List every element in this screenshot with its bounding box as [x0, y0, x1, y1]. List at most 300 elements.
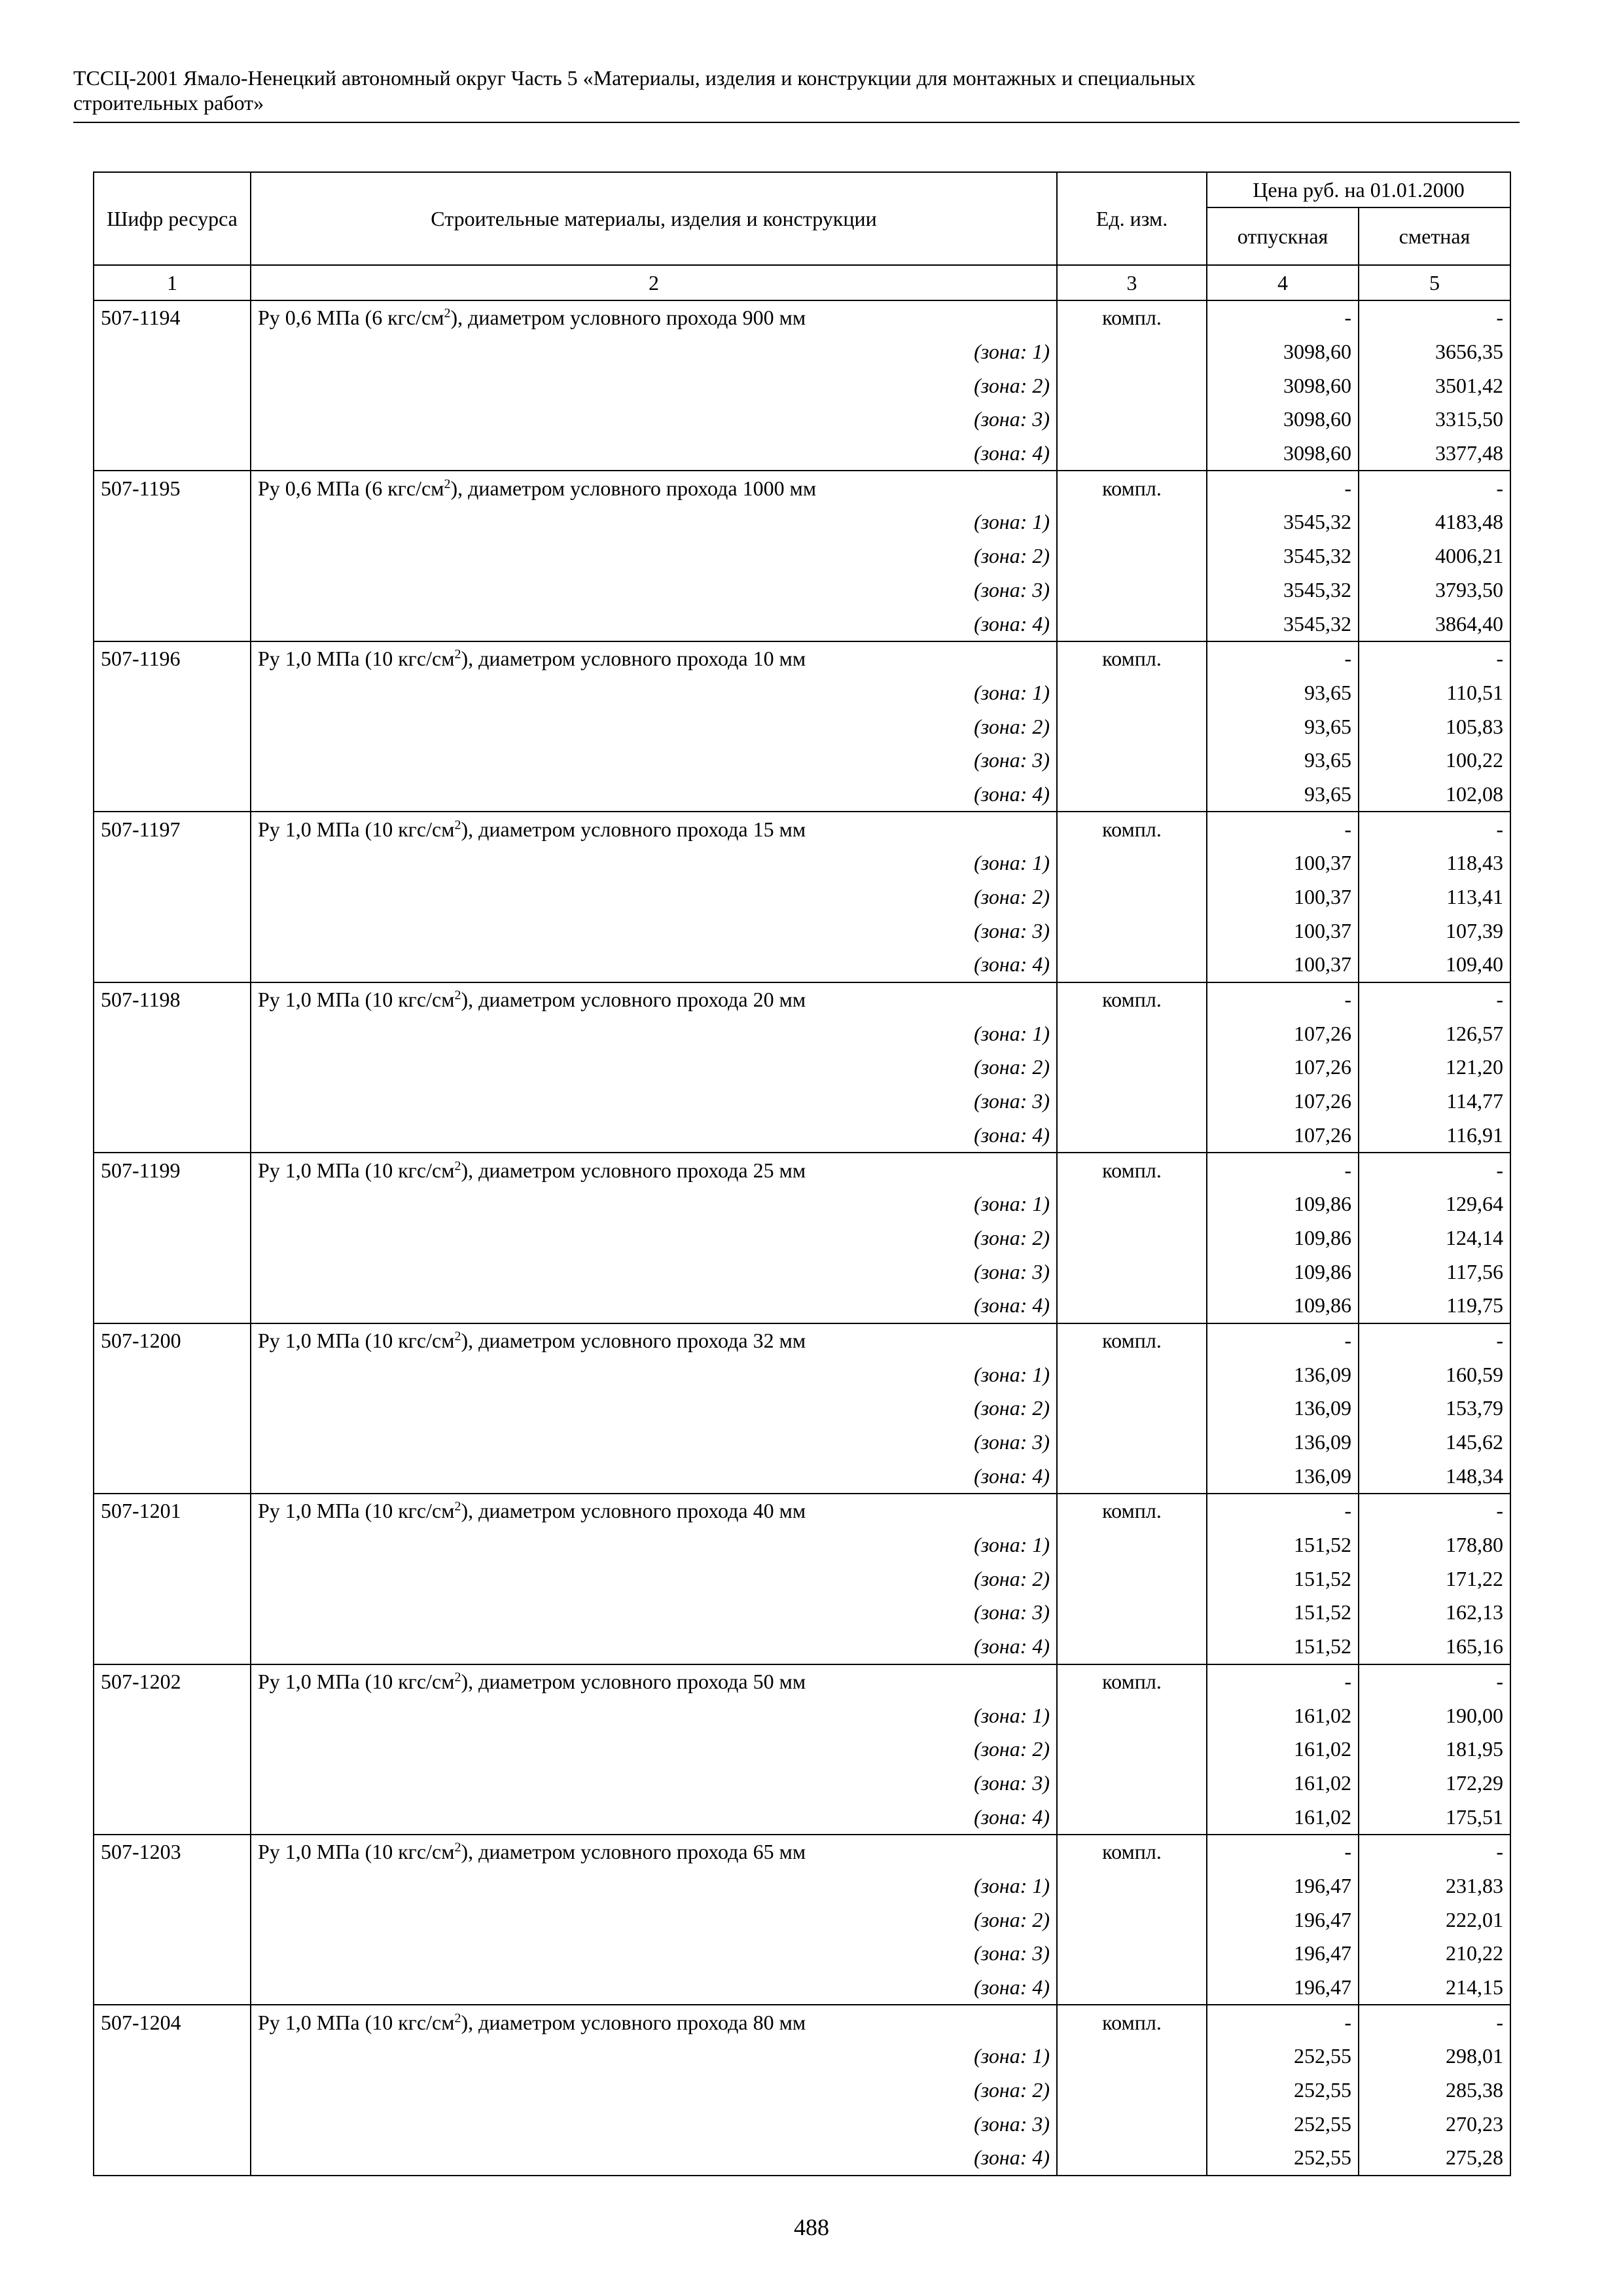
zone-row	[94, 948, 1510, 982]
release-price: 161,02	[1207, 1767, 1359, 1801]
table-row	[94, 1835, 1510, 1869]
zone-label: (зона: 4)	[251, 1459, 1057, 1494]
estimate-price: -	[1359, 641, 1510, 676]
release-price: 196,47	[1207, 1869, 1359, 1903]
empty-cell	[94, 1016, 251, 1050]
zone-row	[94, 573, 1510, 607]
empty-cell	[94, 1971, 251, 2005]
release-price: 3545,32	[1207, 573, 1359, 607]
empty-cell	[94, 1528, 251, 1562]
resource-code: 507-1204	[94, 2005, 251, 2039]
estimate-price: 175,51	[1359, 1800, 1510, 1835]
estimate-price: 110,51	[1359, 676, 1510, 710]
empty-cell	[1057, 709, 1207, 744]
zone-row	[94, 2073, 1510, 2108]
release-price: 136,09	[1207, 1426, 1359, 1460]
estimate-price: -	[1359, 1153, 1510, 1187]
estimate-price: 214,15	[1359, 1971, 1510, 2005]
zone-label: (зона: 3)	[251, 1426, 1057, 1460]
estimate-price: 109,40	[1359, 948, 1510, 982]
zone-row	[94, 1562, 1510, 1596]
zone-label: (зона: 3)	[251, 744, 1057, 778]
zone-label: (зона: 1)	[251, 1187, 1057, 1221]
resource-code: 507-1196	[94, 641, 251, 676]
empty-cell	[94, 1732, 251, 1767]
release-price: 136,09	[1207, 1459, 1359, 1494]
resource-name	[251, 1494, 1057, 1528]
zone-row	[94, 914, 1510, 948]
estimate-price: 102,08	[1359, 778, 1510, 812]
zone-row	[94, 1937, 1510, 1971]
unit-of-measure: компл.	[1057, 812, 1207, 846]
zone-label: (зона: 2)	[251, 2073, 1057, 2108]
release-price: 100,37	[1207, 880, 1359, 914]
empty-cell	[94, 948, 251, 982]
estimate-price: 145,62	[1359, 1426, 1510, 1460]
empty-cell	[1057, 1085, 1207, 1119]
empty-cell	[94, 335, 251, 369]
zone-row	[94, 880, 1510, 914]
resource-code: 507-1202	[94, 1664, 251, 1699]
release-price: 107,26	[1207, 1119, 1359, 1153]
empty-cell	[94, 607, 251, 641]
zone-label: (зона: 1)	[251, 1869, 1057, 1903]
release-price: -	[1207, 1153, 1359, 1187]
empty-cell	[1057, 1187, 1207, 1221]
empty-cell	[1057, 1289, 1207, 1323]
zone-row	[94, 1596, 1510, 1630]
empty-cell	[1057, 744, 1207, 778]
estimate-price: -	[1359, 300, 1510, 335]
zone-row	[94, 778, 1510, 812]
release-price: 136,09	[1207, 1357, 1359, 1391]
estimate-price: 298,01	[1359, 2039, 1510, 2073]
zone-label: (зона: 3)	[251, 1767, 1057, 1801]
zone-label: (зона: 2)	[251, 1562, 1057, 1596]
empty-cell	[94, 1767, 251, 1801]
unit-superscript: 2	[444, 476, 451, 492]
resource-name-text: ), диаметром условного прохода 20 мм	[461, 988, 806, 1012]
resource-code: 507-1195	[94, 471, 251, 505]
zone-row	[94, 1971, 1510, 2005]
unit-superscript: 2	[444, 306, 451, 321]
release-price: 3098,60	[1207, 403, 1359, 437]
estimate-price: 275,28	[1359, 2141, 1510, 2176]
estimate-price: 181,95	[1359, 1732, 1510, 1767]
empty-cell	[1057, 1630, 1207, 1664]
zone-row	[94, 1698, 1510, 1732]
zone-label: (зона: 2)	[251, 539, 1057, 573]
release-price: -	[1207, 300, 1359, 335]
empty-cell	[1057, 368, 1207, 403]
zone-row	[94, 1630, 1510, 1664]
unit-of-measure: компл.	[1057, 982, 1207, 1017]
empty-cell	[1057, 1255, 1207, 1289]
resource-name-text: Ру 1,0 МПа (10 кгс/см	[258, 1669, 455, 1693]
resource-name-text: ), диаметром условного прохода 1000 мм	[450, 476, 817, 500]
resource-code: 507-1201	[94, 1494, 251, 1528]
zone-label: (зона: 2)	[251, 368, 1057, 403]
empty-cell	[94, 676, 251, 710]
zone-label: (зона: 4)	[251, 2141, 1057, 2176]
zone-row	[94, 1528, 1510, 1562]
resource-name-text: Ру 1,0 МПа (10 кгс/см	[258, 1840, 455, 1864]
estimate-price: 3656,35	[1359, 335, 1510, 369]
empty-cell	[1057, 1869, 1207, 1903]
empty-cell	[94, 1221, 251, 1255]
estimate-price: 129,64	[1359, 1187, 1510, 1221]
zone-label: (зона: 4)	[251, 1971, 1057, 2005]
estimate-price: -	[1359, 471, 1510, 505]
empty-cell	[1057, 1903, 1207, 1937]
zone-label: (зона: 4)	[251, 607, 1057, 641]
header-name: Строительные материалы, изделия и конструкции	[251, 172, 1057, 265]
header-line-2: строительных работ»	[73, 91, 264, 115]
estimate-price: 3377,48	[1359, 437, 1510, 471]
zone-label: (зона: 3)	[251, 914, 1057, 948]
estimate-price: 172,29	[1359, 1767, 1510, 1801]
zone-label: (зона: 3)	[251, 1596, 1057, 1630]
estimate-price: 113,41	[1359, 880, 1510, 914]
empty-cell	[94, 1562, 251, 1596]
empty-cell	[1057, 1596, 1207, 1630]
release-price: 151,52	[1207, 1596, 1359, 1630]
release-price: -	[1207, 1323, 1359, 1358]
resource-code: 507-1197	[94, 812, 251, 846]
zone-label: (зона: 3)	[251, 1255, 1057, 1289]
release-price: 107,26	[1207, 1016, 1359, 1050]
resource-name-text: Ру 0,6 МПа (6 кгс/см	[258, 476, 444, 500]
resource-name-text: ), диаметром условного прохода 80 мм	[461, 2010, 806, 2034]
zone-label: (зона: 3)	[251, 1937, 1057, 1971]
zone-label: (зона: 2)	[251, 1391, 1057, 1426]
estimate-price: 270,23	[1359, 2107, 1510, 2141]
zone-label: (зона: 3)	[251, 573, 1057, 607]
empty-cell	[94, 1391, 251, 1426]
zone-row	[94, 607, 1510, 641]
zone-row	[94, 1016, 1510, 1050]
estimate-price: 162,13	[1359, 1596, 1510, 1630]
table-row	[94, 641, 1510, 676]
zone-label: (зона: 1)	[251, 1016, 1057, 1050]
zone-label: (зона: 1)	[251, 335, 1057, 369]
resource-name-text: ), диаметром условного прохода 65 мм	[461, 1840, 806, 1864]
estimate-price: 4006,21	[1359, 539, 1510, 573]
zone-label: (зона: 2)	[251, 1221, 1057, 1255]
empty-cell	[1057, 1971, 1207, 2005]
resource-name	[251, 1664, 1057, 1699]
zone-row	[94, 1119, 1510, 1153]
estimate-price: 3501,42	[1359, 368, 1510, 403]
release-price: 93,65	[1207, 778, 1359, 812]
zone-row	[94, 1459, 1510, 1494]
zone-row	[94, 744, 1510, 778]
empty-cell	[94, 1289, 251, 1323]
column-number: 4	[1207, 265, 1359, 300]
release-price: 136,09	[1207, 1391, 1359, 1426]
table-row	[94, 1153, 1510, 1187]
estimate-price: 117,56	[1359, 1255, 1510, 1289]
resource-name	[251, 1323, 1057, 1358]
zone-row	[94, 1767, 1510, 1801]
zone-label: (зона: 4)	[251, 1800, 1057, 1835]
empty-cell	[94, 403, 251, 437]
resource-name-text: ), диаметром условного прохода 32 мм	[461, 1328, 806, 1352]
zone-row	[94, 1221, 1510, 1255]
resource-name	[251, 471, 1057, 505]
zone-row	[94, 1732, 1510, 1767]
release-price: 161,02	[1207, 1732, 1359, 1767]
zone-label: (зона: 1)	[251, 1357, 1057, 1391]
empty-cell	[1057, 1528, 1207, 1562]
unit-of-measure: компл.	[1057, 641, 1207, 676]
resource-name-text: Ру 1,0 МПа (10 кгс/см	[258, 1158, 455, 1182]
table-row	[94, 982, 1510, 1017]
empty-cell	[1057, 1732, 1207, 1767]
empty-cell	[94, 2107, 251, 2141]
resource-name-text: ), диаметром условного прохода 900 мм	[450, 306, 806, 330]
unit-superscript: 2	[454, 988, 461, 1003]
table-row	[94, 1494, 1510, 1528]
zone-label: (зона: 2)	[251, 1903, 1057, 1937]
resource-name-text: ), диаметром условного прохода 15 мм	[461, 817, 806, 841]
estimate-price: 107,39	[1359, 914, 1510, 948]
zone-row	[94, 335, 1510, 369]
zone-row	[94, 2039, 1510, 2073]
empty-cell	[94, 2141, 251, 2176]
empty-cell	[94, 1937, 251, 1971]
zone-row	[94, 1085, 1510, 1119]
empty-cell	[1057, 2073, 1207, 2108]
estimate-price: 105,83	[1359, 709, 1510, 744]
empty-cell	[94, 1869, 251, 1903]
release-price: -	[1207, 812, 1359, 846]
empty-cell	[94, 778, 251, 812]
empty-cell	[1057, 437, 1207, 471]
release-price: 109,86	[1207, 1221, 1359, 1255]
empty-cell	[1057, 1391, 1207, 1426]
table-row	[94, 300, 1510, 335]
release-price: 109,86	[1207, 1255, 1359, 1289]
release-price: 3098,60	[1207, 368, 1359, 403]
zone-label: (зона: 3)	[251, 2107, 1057, 2141]
estimate-price: 118,43	[1359, 846, 1510, 880]
table-row	[94, 1664, 1510, 1699]
empty-cell	[1057, 1698, 1207, 1732]
empty-cell	[94, 1459, 251, 1494]
zone-row	[94, 539, 1510, 573]
release-price: 93,65	[1207, 744, 1359, 778]
zone-label: (зона: 1)	[251, 505, 1057, 539]
empty-cell	[1057, 573, 1207, 607]
zone-label: (зона: 3)	[251, 403, 1057, 437]
unit-superscript: 2	[454, 1329, 461, 1344]
estimate-price: 4183,48	[1359, 505, 1510, 539]
resource-name	[251, 1153, 1057, 1187]
empty-cell	[94, 1596, 251, 1630]
header-line-1: ТССЦ-2001 Ямало-Ненецкий автономный округ Часть 5 «Материалы, изделия и конструкции для монтажных и специальных	[73, 66, 1196, 90]
zone-row	[94, 1426, 1510, 1460]
resource-name-text: Ру 1,0 МПа (10 кгс/см	[258, 988, 455, 1012]
header-unit: Ед. изм.	[1057, 172, 1207, 265]
unit-of-measure: компл.	[1057, 1323, 1207, 1358]
resource-code: 507-1203	[94, 1835, 251, 1869]
header-divider	[73, 122, 1520, 123]
resource-code: 507-1194	[94, 300, 251, 335]
empty-cell	[94, 709, 251, 744]
estimate-price: -	[1359, 1494, 1510, 1528]
estimate-price: 3793,50	[1359, 573, 1510, 607]
zone-row	[94, 1255, 1510, 1289]
release-price: -	[1207, 2005, 1359, 2039]
release-price: 3098,60	[1207, 335, 1359, 369]
unit-of-measure: компл.	[1057, 1835, 1207, 1869]
release-price: 252,55	[1207, 2141, 1359, 2176]
zone-label: (зона: 4)	[251, 948, 1057, 982]
empty-cell	[94, 1630, 251, 1664]
release-price: 252,55	[1207, 2039, 1359, 2073]
header-price-group: Цена руб. на 01.01.2000	[1207, 172, 1510, 207]
unit-superscript: 2	[454, 1670, 461, 1685]
release-price: 3545,32	[1207, 607, 1359, 641]
estimate-price: -	[1359, 1835, 1510, 1869]
empty-cell	[1057, 914, 1207, 948]
resource-name-text: ), диаметром условного прохода 10 мм	[461, 647, 806, 671]
release-price: -	[1207, 982, 1359, 1017]
empty-cell	[94, 2073, 251, 2108]
zone-label: (зона: 4)	[251, 437, 1057, 471]
estimate-price: -	[1359, 2005, 1510, 2039]
empty-cell	[1057, 1357, 1207, 1391]
empty-cell	[1057, 1016, 1207, 1050]
estimate-price: 148,34	[1359, 1459, 1510, 1494]
unit-of-measure: компл.	[1057, 300, 1207, 335]
release-price: 3098,60	[1207, 437, 1359, 471]
estimate-price: 124,14	[1359, 1221, 1510, 1255]
release-price: 252,55	[1207, 2073, 1359, 2108]
release-price: 151,52	[1207, 1630, 1359, 1664]
empty-cell	[1057, 2107, 1207, 2141]
empty-cell	[1057, 1937, 1207, 1971]
zone-label: (зона: 2)	[251, 1732, 1057, 1767]
estimate-price: 114,77	[1359, 1085, 1510, 1119]
estimate-price: 222,01	[1359, 1903, 1510, 1937]
empty-cell	[94, 573, 251, 607]
release-price: -	[1207, 1664, 1359, 1699]
empty-cell	[1057, 1800, 1207, 1835]
header-release-price: отпускная	[1207, 207, 1359, 265]
empty-cell	[1057, 1459, 1207, 1494]
zone-row	[94, 368, 1510, 403]
release-price: 100,37	[1207, 846, 1359, 880]
estimate-price: 210,22	[1359, 1937, 1510, 1971]
zone-label: (зона: 1)	[251, 676, 1057, 710]
release-price: -	[1207, 641, 1359, 676]
estimate-price: 3315,50	[1359, 403, 1510, 437]
header-code: Шифр ресурса	[94, 172, 251, 265]
zone-label: (зона: 4)	[251, 1289, 1057, 1323]
unit-of-measure: компл.	[1057, 1494, 1207, 1528]
unit-superscript: 2	[454, 1158, 461, 1173]
zone-row	[94, 846, 1510, 880]
resource-name	[251, 982, 1057, 1017]
table-row	[94, 471, 1510, 505]
estimate-price: -	[1359, 982, 1510, 1017]
release-price: 161,02	[1207, 1698, 1359, 1732]
estimate-price: 190,00	[1359, 1698, 1510, 1732]
zone-label: (зона: 1)	[251, 2039, 1057, 2073]
release-price: 196,47	[1207, 1903, 1359, 1937]
estimate-price: -	[1359, 812, 1510, 846]
zone-row	[94, 1357, 1510, 1391]
release-price: 151,52	[1207, 1528, 1359, 1562]
estimate-price: 231,83	[1359, 1869, 1510, 1903]
zone-label: (зона: 2)	[251, 880, 1057, 914]
estimate-price: 178,80	[1359, 1528, 1510, 1562]
empty-cell	[1057, 778, 1207, 812]
estimate-price: 121,20	[1359, 1050, 1510, 1085]
release-price: -	[1207, 471, 1359, 505]
empty-cell	[1057, 1119, 1207, 1153]
unit-superscript: 2	[454, 2011, 461, 2026]
resource-name	[251, 2005, 1057, 2039]
zone-label: (зона: 4)	[251, 778, 1057, 812]
release-price: 196,47	[1207, 1937, 1359, 1971]
empty-cell	[94, 437, 251, 471]
empty-cell	[1057, 607, 1207, 641]
column-number: 1	[94, 265, 251, 300]
table-body	[94, 300, 1510, 2176]
zone-label: (зона: 1)	[251, 1698, 1057, 1732]
release-price: 107,26	[1207, 1050, 1359, 1085]
resource-code: 507-1200	[94, 1323, 251, 1358]
resource-name-text: ), диаметром условного прохода 25 мм	[461, 1158, 806, 1182]
resource-code: 507-1198	[94, 982, 251, 1017]
empty-cell	[94, 1187, 251, 1221]
empty-cell	[94, 1050, 251, 1085]
empty-cell	[1057, 1221, 1207, 1255]
estimate-price: 100,22	[1359, 744, 1510, 778]
empty-cell	[94, 1903, 251, 1937]
zone-row	[94, 1289, 1510, 1323]
document-header	[73, 65, 1520, 115]
empty-cell	[94, 1255, 251, 1289]
release-price: 151,52	[1207, 1562, 1359, 1596]
empty-cell	[1057, 539, 1207, 573]
empty-cell	[94, 539, 251, 573]
release-price: 107,26	[1207, 1085, 1359, 1119]
estimate-price: 153,79	[1359, 1391, 1510, 1426]
empty-cell	[94, 2039, 251, 2073]
resource-name	[251, 812, 1057, 846]
resource-name	[251, 641, 1057, 676]
zone-row	[94, 1800, 1510, 1835]
zone-row	[94, 1903, 1510, 1937]
zone-label: (зона: 1)	[251, 1528, 1057, 1562]
empty-cell	[94, 1119, 251, 1153]
empty-cell	[94, 1698, 251, 1732]
zone-row	[94, 676, 1510, 710]
release-price: 109,86	[1207, 1187, 1359, 1221]
resource-name-text: ), диаметром условного прохода 40 мм	[461, 1499, 806, 1523]
zone-label: (зона: 4)	[251, 1630, 1057, 1664]
release-price: -	[1207, 1835, 1359, 1869]
zone-row	[94, 505, 1510, 539]
release-price: 93,65	[1207, 676, 1359, 710]
estimate-price: -	[1359, 1323, 1510, 1358]
price-table	[93, 171, 1511, 2176]
empty-cell	[94, 1426, 251, 1460]
